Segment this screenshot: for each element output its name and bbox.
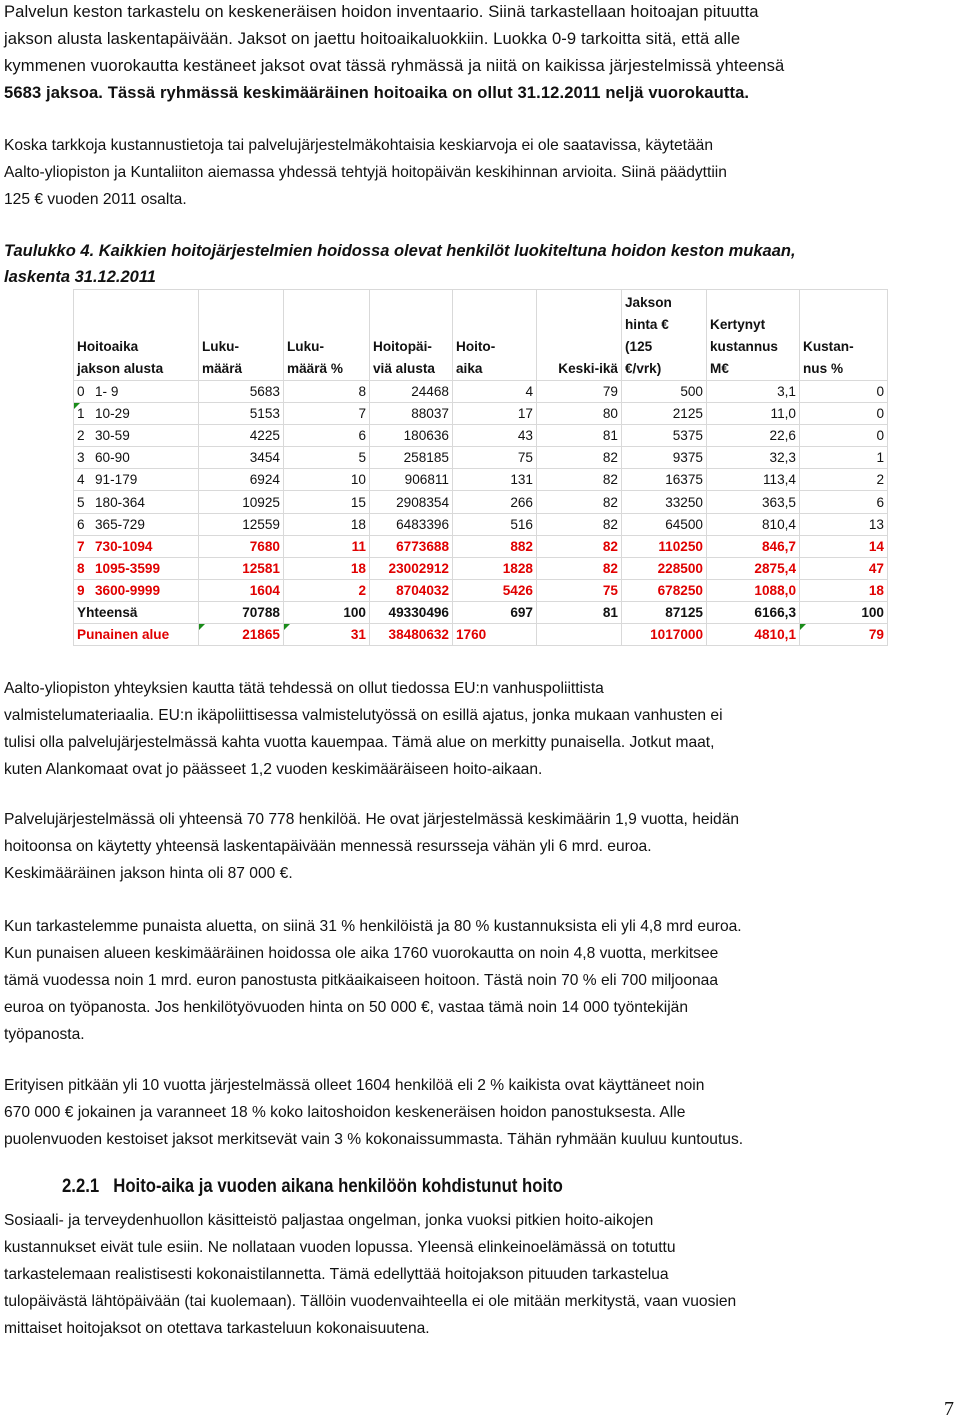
cell-paivat: 906811: [370, 469, 453, 491]
class-number: 4: [77, 472, 85, 488]
total-paragraph: [4, 806, 954, 887]
cell-ika: [537, 624, 622, 646]
cell-ika: 82: [537, 491, 622, 513]
text-line: Erityisen pitkään yli 10 vuotta järjestelmässä olleet 1604 henkilöä eli 2 % kaikista ovat käyttäneet noin: [4, 1077, 705, 1094]
cell-paivat: 180636: [370, 425, 453, 447]
cell-pct: 8: [284, 381, 370, 403]
class-range: 1095-3599: [95, 560, 161, 576]
section-title: Hoito-aika ja vuoden aikana henkilöön kohdistunut hoito: [113, 1176, 563, 1197]
class-range: 3600-9999: [95, 582, 161, 598]
cell-hinta: 9375: [622, 447, 707, 469]
class-cell: [74, 403, 199, 425]
cell-maara: 12559: [199, 513, 284, 535]
header-line: Jakson: [625, 295, 672, 310]
table-row: [74, 557, 888, 579]
column-header: [199, 290, 284, 381]
table-row: [74, 579, 888, 601]
cell-maara: 4225: [199, 425, 284, 447]
text-line: Aalto-yliopiston ja Kuntaliiton aiemassa yhdessä tehtyjä hoitopäivän keskihinnan arvioita. Siinä päädyttiin: [4, 164, 727, 181]
cell-kpct: 0: [800, 425, 888, 447]
text-line: Sosiaali- ja terveydenhuollon käsitteistö paljastaa ongelman, jonka vuoksi pitkien hoito-aikojen: [4, 1212, 654, 1229]
table-row: [74, 381, 888, 403]
class-range: 10-29: [95, 406, 130, 422]
table-row: [74, 447, 888, 469]
cell-hinta: 16375: [622, 469, 707, 491]
column-header: [537, 290, 622, 381]
cell-pct: 7: [284, 403, 370, 425]
column-header: [800, 290, 888, 381]
column-header: [370, 290, 453, 381]
cell-kust: 2875,4: [707, 557, 800, 579]
header-line: M€: [710, 361, 729, 376]
text-line: kymmenen vuorokautta kestäneet jaksot ovat tässä ryhmässä ja niitä on kaikissa järjestelmissä yhteensä: [4, 56, 785, 75]
long-stay-paragraph: [4, 1072, 954, 1153]
class-range: 30-59: [95, 428, 130, 444]
cell-maara: 5153: [199, 403, 284, 425]
cell-pct: 18: [284, 513, 370, 535]
class-range: 91-179: [95, 472, 138, 488]
cell-ika: 75: [537, 579, 622, 601]
text-line: Aalto-yliopiston yhteyksien kautta tätä tehdessä on ollut tiedossa EU:n vanhuspoliittista: [4, 680, 604, 697]
cell-maara: 10925: [199, 491, 284, 513]
text-line: Palvelujärjestelmässä oli yhteensä 70 778 henkilöä. He ovat järjestelmässä keskimäärin 1,9 vuotta, heidän: [4, 811, 740, 828]
header-line: kustannus: [710, 339, 778, 354]
class-number: 7: [77, 538, 85, 554]
cell-ika: 82: [537, 557, 622, 579]
cell-maara: 7680: [199, 535, 284, 557]
cell-aika: 43: [453, 425, 537, 447]
class-cell: [74, 535, 199, 557]
cell-ika: 82: [537, 513, 622, 535]
cell-kpct: 1: [800, 447, 888, 469]
class-range: 365-729: [95, 516, 145, 532]
class-cell: [74, 491, 199, 513]
column-header: [622, 290, 707, 381]
column-header: [707, 290, 800, 381]
intro-paragraph: [4, 0, 954, 106]
red-area-paragraph: [4, 913, 954, 1048]
header-line: nus %: [803, 361, 844, 376]
cell-pct: 5: [284, 447, 370, 469]
text-line: 670 000 € jokainen ja varanneet 18 % koko laitoshoidon keskeneräisen hoidon panostuksesta. Alle: [4, 1104, 686, 1121]
page-number: 7: [944, 1398, 954, 1420]
cell-ika: 82: [537, 535, 622, 557]
cell-kust: 113,4: [707, 469, 800, 491]
table-row: [74, 601, 888, 623]
text-line: kuten Alankomaat ovat jo päässeet 1,2 vuoden keskimääräiseen hoito-aikaan.: [4, 761, 543, 778]
class-number: 6: [77, 516, 85, 532]
text-line: tulopäivästä lähtöpäivään (tai kuolemaan). Tällöin vuodenvaihteella ei ole mitään merkitystä, vaan vuosien: [4, 1293, 737, 1310]
text-line: Keskimääräinen jakson hinta oli 87 000 €.: [4, 865, 293, 882]
cell-kust: 32,3: [707, 447, 800, 469]
cell-aika: 516: [453, 513, 537, 535]
cell-maara: 3454: [199, 447, 284, 469]
cell-pct: 6: [284, 425, 370, 447]
cell-maara: 12581: [199, 557, 284, 579]
cell-kust: 810,4: [707, 513, 800, 535]
cell-paivat: 88037: [370, 403, 453, 425]
class-range: 1- 9: [95, 384, 119, 400]
text-line: työpanosta.: [4, 1026, 85, 1043]
text-line: jakson alusta laskentapäivään. Jaksot on jaettu hoitoaikaluokkiin. Luokka 0-9 tarkoitta sitä, että alle: [4, 29, 741, 48]
cell-paivat: 258185: [370, 447, 453, 469]
class-range: Punainen alue: [77, 627, 170, 643]
cell-aika: 17: [453, 403, 537, 425]
cell-kpct: 0: [800, 381, 888, 403]
cell-hinta: 110250: [622, 535, 707, 557]
cell-pct: 10: [284, 469, 370, 491]
column-header: [284, 290, 370, 381]
table-row: [74, 535, 888, 557]
cell-maara: 70788: [199, 601, 284, 623]
section-number: 2.2.1: [62, 1176, 100, 1197]
cell-hinta: 5375: [622, 425, 707, 447]
header-line: määrä: [202, 361, 243, 376]
cell-hinta: 64500: [622, 513, 707, 535]
text-line: Palvelun keston tarkastelu on keskeneräisen hoidon inventaario. Siinä tarkastellaan hoitoajan pituutta: [4, 2, 759, 21]
cell-kust: 1088,0: [707, 579, 800, 601]
table-row: [74, 469, 888, 491]
cell-aika: 75: [453, 447, 537, 469]
cell-kpct: 14: [800, 535, 888, 557]
cell-ika: 80: [537, 403, 622, 425]
header-line: Luku-: [202, 339, 239, 354]
class-range: 730-1094: [95, 538, 153, 554]
cell-hinta: 2125: [622, 403, 707, 425]
class-cell: [74, 381, 199, 403]
cell-kpct: 0: [800, 403, 888, 425]
cell-paivat: 23002912: [370, 557, 453, 579]
header-line: aika: [456, 361, 483, 376]
header-line: hinta €: [625, 317, 669, 332]
column-header: [74, 290, 199, 381]
header-line: €/vrk): [625, 361, 662, 376]
section-heading: [62, 1176, 563, 1198]
text-line: puolenvuoden kestoiset jaksot merkitsevät vain 3 % kokonaissummasta. Tähän ryhmään kuuluu kuntoutus.: [4, 1131, 744, 1148]
cell-paivat: 2908354: [370, 491, 453, 513]
cell-kpct: 79: [800, 624, 888, 646]
cell-kust: 846,7: [707, 535, 800, 557]
header-line: Kertynyt: [710, 317, 766, 332]
header-line: Hoito-: [456, 339, 496, 354]
header-line: jakson alusta: [77, 361, 164, 376]
eu-policy-paragraph: [4, 675, 954, 783]
table-row: [74, 513, 888, 535]
cell-hinta: 33250: [622, 491, 707, 513]
table-caption: [4, 238, 954, 290]
class-range: Yhteensä: [77, 604, 138, 620]
cell-aika: 5426: [453, 579, 537, 601]
cell-maara: 5683: [199, 381, 284, 403]
cell-pct: 2: [284, 579, 370, 601]
care-duration-table: [73, 289, 888, 646]
cell-pct: 100: [284, 601, 370, 623]
caption-line: Taulukko 4. Kaikkien hoitojärjestelmien hoidossa olevat henkilöt luokiteltuna hoidon keston mukaan,: [4, 242, 796, 260]
cell-maara: 21865: [199, 624, 284, 646]
cell-pct: 15: [284, 491, 370, 513]
text-line: Kun tarkastelemme punaista aluetta, on siinä 31 % henkilöistä ja 80 % kustannuksista eli yli 4,8 mrd euroa.: [4, 918, 742, 935]
cell-hinta: 87125: [622, 601, 707, 623]
class-number: 1: [77, 406, 85, 422]
table-row: [74, 425, 888, 447]
text-line: tarkastelemaan realistisesti kokonaistilannetta. Tämä edellyttää hoitojakson pituuden tarkastelua: [4, 1266, 669, 1283]
concepts-paragraph: [4, 1207, 954, 1342]
cell-kust: 6166,3: [707, 601, 800, 623]
header-line: Hoitopäi-: [373, 339, 432, 354]
cell-kpct: 2: [800, 469, 888, 491]
text-line: mittaiset hoitojaksot on otettava tarkasteluun kokonaisuutena.: [4, 1320, 430, 1337]
text-line: Kun punaisen alueen keskimääräinen hoidossa ole aika 1760 vuorokautta on noin 4,8 vuotta, merkitsee: [4, 945, 719, 962]
text-line: Koska tarkkoja kustannustietoja tai palvelujärjestelmäkohtaisia keskiarvoja ei ole saatavissa, käytetään: [4, 137, 714, 154]
class-range: 180-364: [95, 494, 145, 510]
class-number: 9: [77, 582, 85, 598]
cell-pct: 18: [284, 557, 370, 579]
text-line: tämä vuodessa noin 1 mrd. euron panostusta pitkäaikaiseen hoitoon. Tästä noin 70 % eli 700 miljoonaa: [4, 972, 719, 989]
class-cell: [74, 425, 199, 447]
cell-paivat: 6773688: [370, 535, 453, 557]
class-cell: [74, 513, 199, 535]
cell-aika: 266: [453, 491, 537, 513]
cell-paivat: 6483396: [370, 513, 453, 535]
text-line: tulisi olla palvelujärjestelmässä kahta vuotta kauempaa. Tämä alue on merkitty punaisella. Jotkut maat,: [4, 734, 715, 751]
cell-paivat: 24468: [370, 381, 453, 403]
cell-aika: 1828: [453, 557, 537, 579]
cell-paivat: 49330496: [370, 601, 453, 623]
cell-paivat: 8704032: [370, 579, 453, 601]
cell-kust: 363,5: [707, 491, 800, 513]
cell-kust: 3,1: [707, 381, 800, 403]
text-line: kustannukset eivät tule esiin. Ne nollataan vuoden lopussa. Yleensä elinkeinoelämässä on totuttu: [4, 1239, 676, 1256]
cell-ika: 81: [537, 601, 622, 623]
cell-maara: 6924: [199, 469, 284, 491]
table-header-row: [74, 290, 888, 381]
table-row: [74, 624, 888, 646]
cell-kust: 11,0: [707, 403, 800, 425]
class-number: 3: [77, 450, 85, 466]
cell-kpct: 100: [800, 601, 888, 623]
header-line: Luku-: [287, 339, 324, 354]
cell-hinta: 500: [622, 381, 707, 403]
class-number: 5: [77, 494, 85, 510]
cell-ika: 82: [537, 447, 622, 469]
cell-kpct: 18: [800, 579, 888, 601]
header-line: Hoitoaika: [77, 339, 139, 354]
caption-line: laskenta 31.12.2011: [4, 268, 156, 286]
cell-hinta: 678250: [622, 579, 707, 601]
text-line: hoitoonsa on käytetty yhteensä laskentapäivään mennessä resursseja vähän yli 6 mrd. euroa.: [4, 838, 652, 855]
cell-paivat: 38480632: [370, 624, 453, 646]
cell-kpct: 13: [800, 513, 888, 535]
cell-hinta: 228500: [622, 557, 707, 579]
table-row: [74, 403, 888, 425]
cell-ika: 81: [537, 425, 622, 447]
text-line: 5683 jaksoa. Tässä ryhmässä keskimääräinen hoitoaika on ollut 31.12.2011 neljä vuorokautta.: [4, 83, 750, 102]
header-line: [540, 336, 618, 358]
header-line: (125: [625, 339, 653, 354]
class-cell: [74, 447, 199, 469]
header-line: viä alusta: [373, 361, 435, 376]
header-line: Kustan-: [803, 339, 854, 354]
table-body: [74, 381, 888, 646]
class-cell: [74, 579, 199, 601]
cell-aika: 4: [453, 381, 537, 403]
cost-paragraph: [4, 132, 954, 213]
class-cell: [74, 601, 199, 623]
cell-aika: 131: [453, 469, 537, 491]
cell-pct: 31: [284, 624, 370, 646]
class-cell: [74, 557, 199, 579]
cell-kpct: 6: [800, 491, 888, 513]
column-header: [453, 290, 537, 381]
cell-pct: 11: [284, 535, 370, 557]
class-number: 0: [77, 384, 85, 400]
cell-kust: 22,6: [707, 425, 800, 447]
cell-aika: 1760: [453, 624, 537, 646]
header-line: Keski-ikä: [558, 361, 618, 376]
cell-kust: 4810,1: [707, 624, 800, 646]
class-cell: [74, 624, 199, 646]
text-line: 125 € vuoden 2011 osalta.: [4, 191, 187, 208]
class-range: 60-90: [95, 450, 130, 466]
class-number: 8: [77, 560, 85, 576]
cell-aika: 697: [453, 601, 537, 623]
cell-aika: 882: [453, 535, 537, 557]
text-line: valmistelumateriaalia. EU:n ikäpoliittisessa valmistelutyössä on esillä ajatus, jonka mukaan vanhusten ei: [4, 707, 723, 724]
cell-hinta: 1017000: [622, 624, 707, 646]
cell-ika: 82: [537, 469, 622, 491]
cell-maara: 1604: [199, 579, 284, 601]
class-cell: [74, 469, 199, 491]
cell-ika: 79: [537, 381, 622, 403]
cell-kpct: 47: [800, 557, 888, 579]
text-line: euroa on työpanosta. Jos henkilötyövuoden hinta on 50 000 €, vastaa tämä noin 14 000 työntekijän: [4, 999, 689, 1016]
class-number: 2: [77, 428, 85, 444]
header-line: määrä %: [287, 361, 343, 376]
table-row: [74, 491, 888, 513]
